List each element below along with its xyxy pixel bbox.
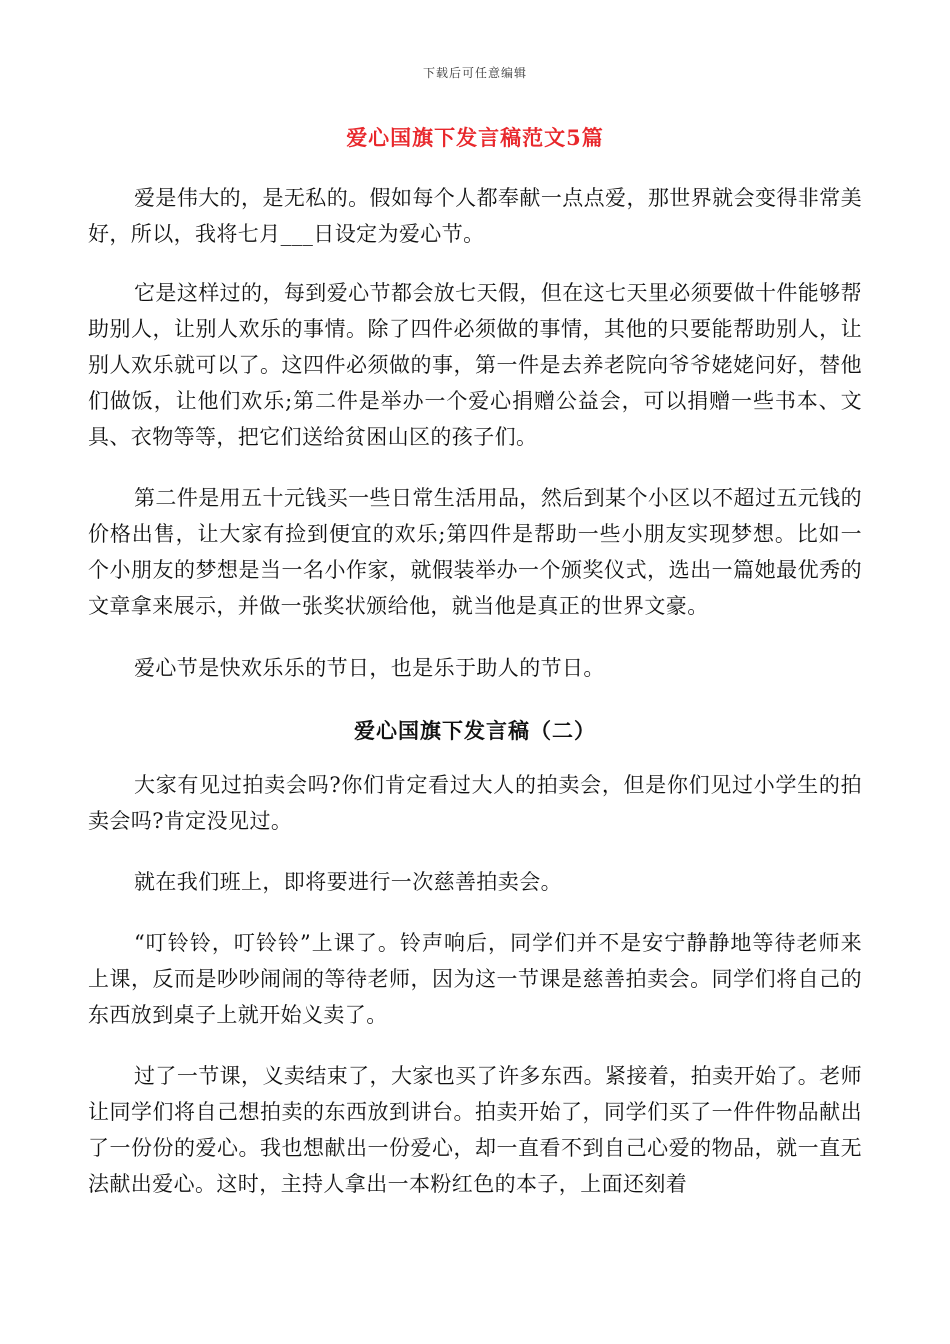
document-title: 爱心国旗下发言稿范文5篇: [346, 125, 604, 150]
paragraph: 大家有见过拍卖会吗?你们肯定看过大人的拍卖会，但是你们见过小学生的拍卖会吗?肯定没见过。: [88, 773, 862, 833]
paragraph: “叮铃铃，叮铃铃”上课了。铃声响后，同学们并不是安宁静静地等待老师来上课，反而是吵吵闹闹的等待老师，因为这一节课是慈善拍卖会。同学们将自己的东西放到桌子上就开始义卖了。: [88, 931, 862, 1027]
paragraph: 第二件是用五十元钱买一些日常生活用品，然后到某个小区以不超过五元钱的价格出售，让大家有捡到便宜的欢乐;第四件是帮助一些小朋友实现梦想。比如一个小朋友的梦想是当一名小作家，就假装举办一个颁奖仪式，选出一篇她最优秀的文章拿来展示，并做一张奖状颁给他，就当他是真正的世界文豪。: [88, 486, 862, 618]
paragraph: 就在我们班上，即将要进行一次慈善拍卖会。: [134, 870, 562, 894]
paragraph: 爱心节是快欢乐乐的节日，也是乐于助人的节日。: [134, 656, 605, 680]
paragraph: 爱是伟大的，是无私的。假如每个人都奉献一点点爱，那世界就会变得非常美好，所以，我将七月___日设定为爱心节。: [88, 186, 862, 246]
paragraph: 过了一节课，义卖结束了，大家也买了许多东西。紧接着，拍卖开始了。老师让同学们将自己想拍卖的东西放到讲台。拍卖开始了，同学们买了一件件物品献出了一份份的爱心。我也想献出一份爱心，却一直看不到自己心爱的物品，就一直无法献出爱心。这时，主持人拿出一本粉红色的本子，上面还刻着: [88, 1064, 862, 1196]
paragraph: 它是这样过的，每到爱心节都会放七天假，但在这七天里必须要做十件能够帮助别人，让别人欢乐的事情。除了四件必须做的事情，其他的只要能帮助别人，让别人欢乐就可以了。这四件必须做的事，第一件是去养老院向爷爷姥姥问好，替他们做饭，让他们欢乐;第二件是举办一个爱心捐赠公益会，可以捐赠一些书本、文具、衣物等等，把它们送给贫困山区的孩子们。: [88, 281, 862, 449]
header-note: 下载后可任意编辑: [422, 66, 527, 80]
section-title: 爱心国旗下发言稿（二）: [354, 718, 596, 743]
